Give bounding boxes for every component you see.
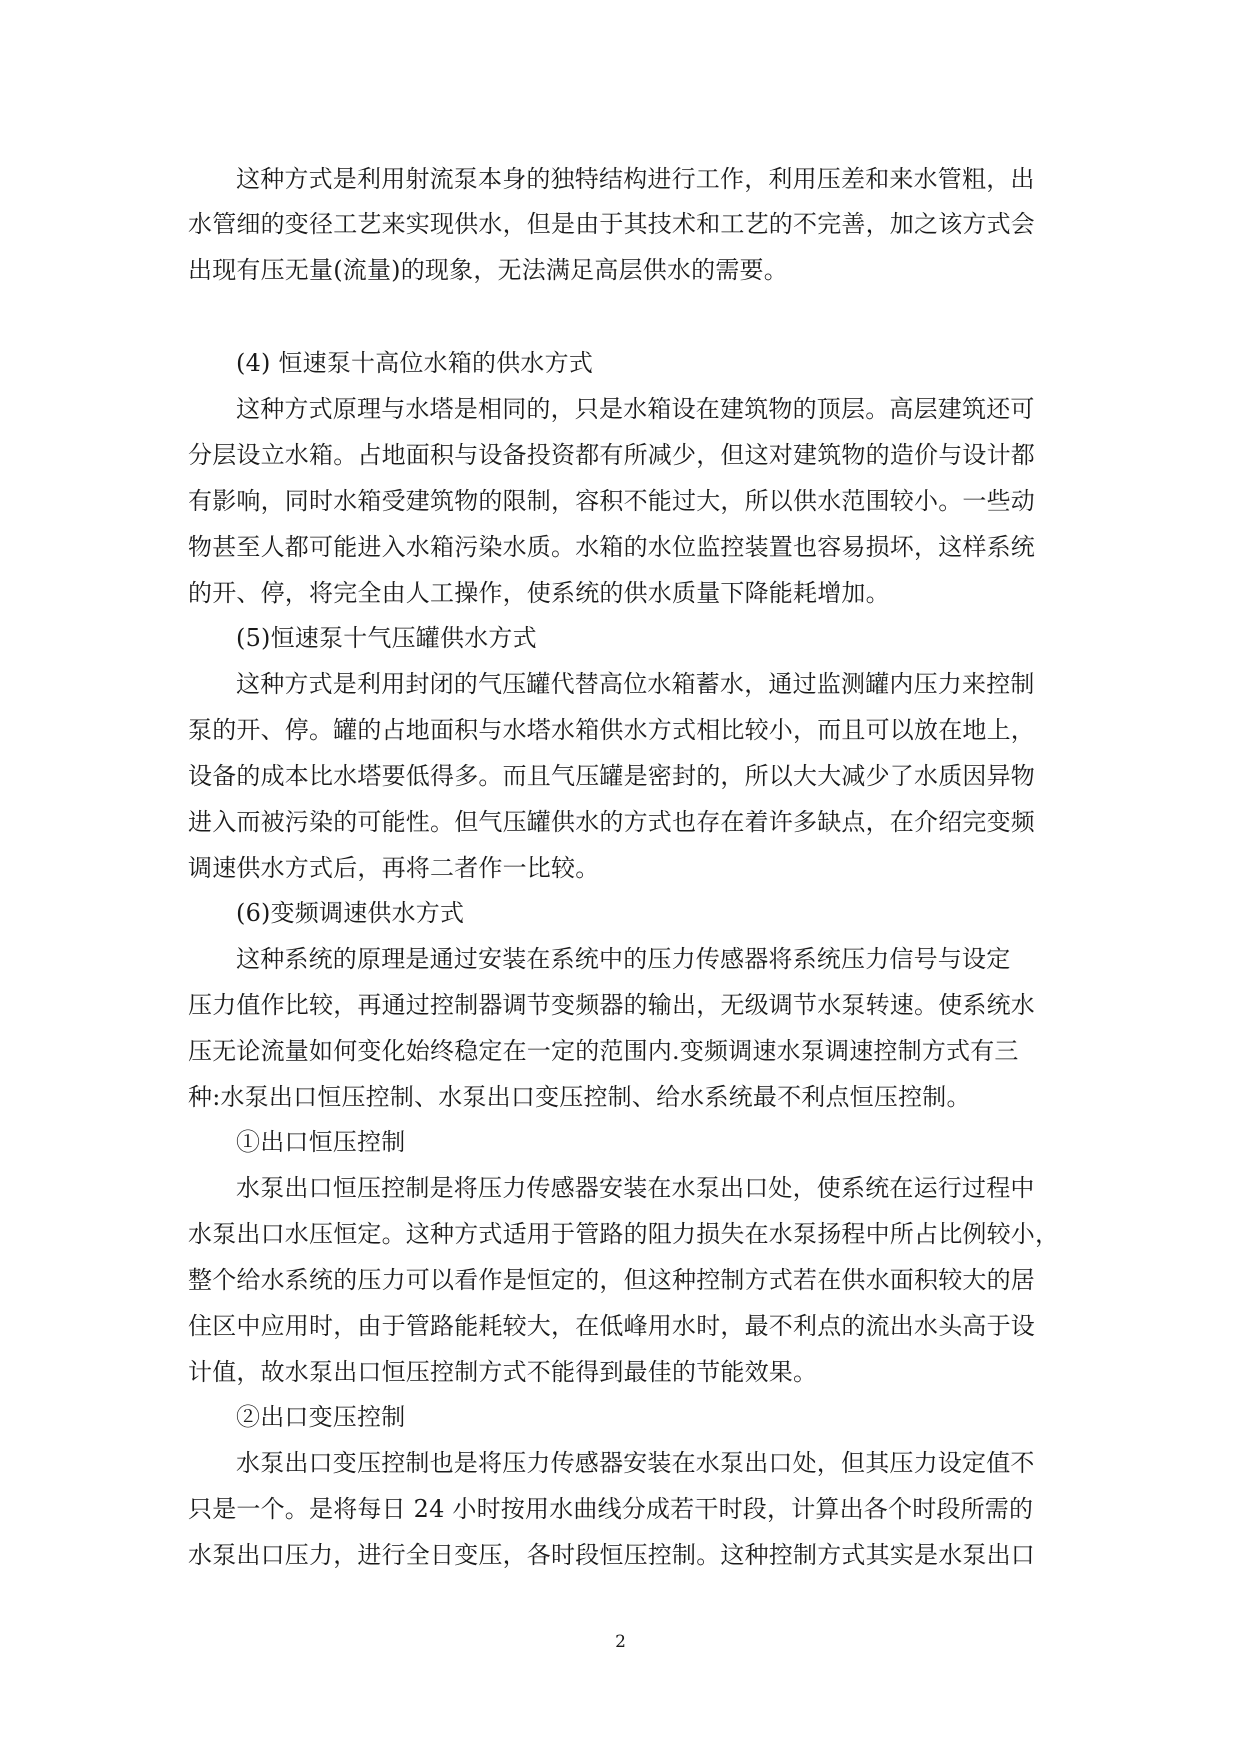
text-line: 泵的开、停。罐的占地面积与水塔水箱供水方式相比较小，而且可以放在地上， <box>188 716 1035 744</box>
section-heading: (5)恒速泵十气压罐供水方式 <box>236 624 537 652</box>
text-line: 出现有压无量(流量)的现象，无法满足高层供水的需要。 <box>188 256 788 284</box>
text-line: 住区中应用时，由于管路能耗较大，在低峰用水时，最不利点的流出水头高于设 <box>188 1312 1035 1340</box>
text-line: 的开、停，将完全由人工操作，使系统的供水质量下降能耗增加。 <box>188 579 890 607</box>
text-line: 设备的成本比水塔要低得多。而且气压罐是密封的，所以大大减少了水质因异物 <box>188 762 1035 790</box>
text-line: 种:水泵出口恒压控制、水泵出口变压控制、给水系统最不利点恒压控制。 <box>188 1083 971 1111</box>
text-line: 压力值作比较，再通过控制器调节变频器的输出，无级调节水泵转速。使系统水 <box>188 991 1035 1019</box>
text-line: 这种方式是利用封闭的气压罐代替高位水箱蓄水，通过监测罐内压力来控制 <box>236 670 1035 698</box>
text-line: 这种方式原理与水塔是相同的，只是水箱设在建筑物的顶层。高层建筑还可 <box>236 395 1035 423</box>
text-line: 只是一个。是将每日 24 小时按用水曲线分成若干时段，计算出各个时段所需的 <box>188 1495 1034 1523</box>
section-heading: (4) 恒速泵十高位水箱的供水方式 <box>236 349 594 377</box>
subsection-heading: ①出口恒压控制 <box>236 1128 406 1156</box>
text-line: 进入而被污染的可能性。但气压罐供水的方式也存在着许多缺点，在介绍完变频 <box>188 808 1035 836</box>
text-line: 这种方式是利用射流泵本身的独特结构进行工作，利用压差和来水管粗，出 <box>236 165 1035 193</box>
section-heading: (6)变频调速供水方式 <box>236 899 465 927</box>
text-line: 水泵出口水压恒定。这种方式适用于管路的阻力损失在水泵扬程中所占比例较小， <box>188 1220 1060 1248</box>
text-line: 水泵出口压力，进行全日变压，各时段恒压控制。这种控制方式其实是水泵出口 <box>188 1541 1035 1569</box>
text-line: 物甚至人都可能进入水箱污染水质。水箱的水位监控装置也容易损坏，这样系统 <box>188 533 1035 561</box>
text-line: 压无论流量如何变化始终稳定在一定的范围内.变频调速水泵调速控制方式有三 <box>188 1037 1019 1065</box>
text-line: 水管细的变径工艺来实现供水，但是由于其技术和工艺的不完善，加之该方式会 <box>188 210 1035 238</box>
text-line: 分层设立水箱。占地面积与设备投资都有所减少，但这对建筑物的造价与设计都 <box>188 441 1035 469</box>
text-line: 计值，故水泵出口恒压控制方式不能得到最佳的节能效果。 <box>188 1358 818 1386</box>
text-line: 这种系统的原理是通过安装在系统中的压力传感器将系统压力信号与设定 <box>236 945 1011 973</box>
subsection-heading: ②出口变压控制 <box>236 1403 406 1431</box>
page-number: 2 <box>615 1632 626 1652</box>
text-line: 整个给水系统的压力可以看作是恒定的，但这种控制方式若在供水面积较大的居 <box>188 1266 1035 1294</box>
text-line: 水泵出口恒压控制是将压力传感器安装在水泵出口处，使系统在运行过程中 <box>236 1174 1035 1202</box>
text-line: 有影响，同时水箱受建筑物的限制，容积不能过大，所以供水范围较小。一些动 <box>188 487 1035 515</box>
text-line: 水泵出口变压控制也是将压力传感器安装在水泵出口处，但其压力设定值不 <box>236 1449 1035 1477</box>
text-line: 调速供水方式后，再将二者作一比较。 <box>188 854 600 882</box>
